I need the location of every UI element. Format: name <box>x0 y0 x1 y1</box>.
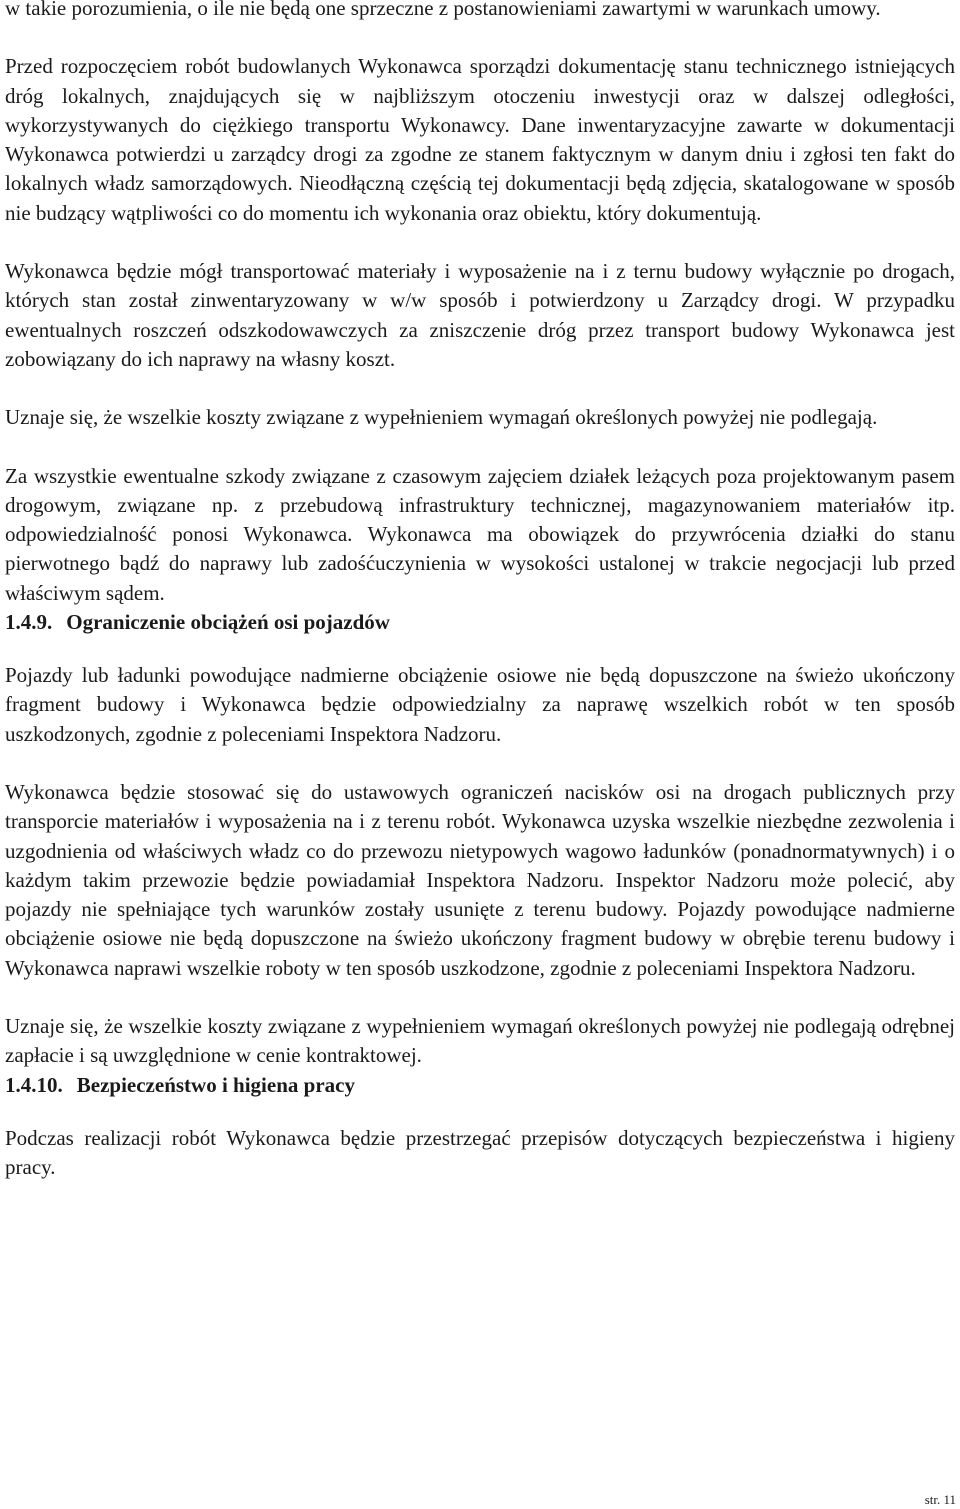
paragraph-contract-conditions: w takie porozumienia, o ile nie będą one sprzeczne z postanowieniami zawartymi w warunkach umowy. <box>5 0 881 20</box>
section-title: Ograniczenie obciążeń osi pojazdów <box>66 610 390 635</box>
section-number: 1.4.10. <box>5 1072 63 1097</box>
paragraph-costs-note: Uznaje się, że wszelkie koszty związane z wypełnieniem wymagań określonych powyżej nie podlegają. <box>5 405 878 430</box>
section-heading-axle-load <box>5 608 955 637</box>
paragraph-overload-vehicles: Pojazdy lub ładunki powodujące nadmierne obciążenie osiowe nie będą dopuszczone na świeżo ukończony fragment budowy i Wykonawca będzie odpowiedzialny za naprawę wszelkich robót w ten sposób uszkodzonych, zgodnie z poleceniami Inspektora Nadzoru. <box>5 663 955 746</box>
paragraph-damage-liability: Za wszystkie ewentualne szkody związane z czasowym zajęciem działek leżących poza projektowanym pasem drogowym, związane np. z przebudową infrastruktury technicznej, magazynowaniem materiałów itp. odpowiedzialność ponosi Wykonawca. Wykonawca ma obowiązek do przywrócenia działki do stanu pierwotnego bądź do naprawy lub zadośćuczynienia w wysokości ustalonej w trakcie negocjacji lub przed właściwym sądem. <box>5 463 955 605</box>
section-title: Bezpieczeństwo i higiena pracy <box>76 1072 355 1097</box>
section-number: 1.4.9. <box>5 610 53 635</box>
page-number: str. 11 <box>924 1492 956 1507</box>
paragraph-safety-rules: Podczas realizacji robót Wykonawca będzie przestrzegać przepisów dotyczących bezpieczeństwa i higieny pracy. <box>5 1125 955 1179</box>
paragraph-costs-included: Uznaje się, że wszelkie koszty związane z wypełnieniem wymagań określonych powyżej nie podlegają odrębnej zapłacie i są uwzględnione w cenie kontraktowej. <box>5 1014 955 1068</box>
paragraph-transport-routes: Wykonawca będzie mógł transportować materiały i wyposażenie na i z ternu budowy wyłącznie po drogach, których stan został zinwentaryzowany w w/w sposób i potwierdzony u Zarządcy drogi. W przypadku ewentualnych roszczeń odszkodowawczych za zniszczenie dróg przez transport budowy Wykonawca jest zobowiązany do ich naprawy na własny koszt. <box>5 259 955 371</box>
paragraph-axle-restrictions: Wykonawca będzie stosować się do ustawowych ograniczeń nacisków osi na drogach publicznych przy transporcie materiałów i wyposażenia na i z terenu robót. Wykonawca uzyska wszelkie niezbędne zezwolenia i uzgodnienia od właściwych władz co do przewozu nietypowych wagowo ładunków (ponadnormatywnych) i o każdym takim przewozie będzie powiadamiał Inspektora Nadzoru. Inspektor Nadzoru może polecić, aby pojazdy nie spełniające tych warunków zostały usunięte z terenu budowy. Pojazdy powodujące nadmierne obciążenie osiowe nie będą dopuszczone na świeżo ukończony fragment budowy w obrębie terenu budowy i Wykonawca naprawi wszelkie roboty w ten sposób uszkodzone, zgodnie z poleceniami Inspektora Nadzoru. <box>5 779 955 980</box>
section-heading-safety <box>5 1071 955 1100</box>
document-page <box>5 0 955 1182</box>
paragraph-road-documentation: Przed rozpoczęciem robót budowlanych Wykonawca sporządzi dokumentację stanu technicznego istniejących dróg lokalnych, znajdujących się w najbliższym otoczeniu inwestycji oraz w dalszej odległości, wykorzystywanych do ciężkiego transportu Wykonawcy. Dane inwentaryzacyjne zawarte w dokumentacji Wykonawca potwierdzi u zarządcy drogi za zgodne ze stanem faktycznym w danym dniu i zgłosi ten fakt do lokalnych władz samorządowych. Nieodłączną częścią tej dokumentacji będą zdjęcia, skatalogowane w sposób nie budzący wątpliwości co do momentu ich wykonania oraz obiektu, który dokumentują. <box>5 54 955 225</box>
